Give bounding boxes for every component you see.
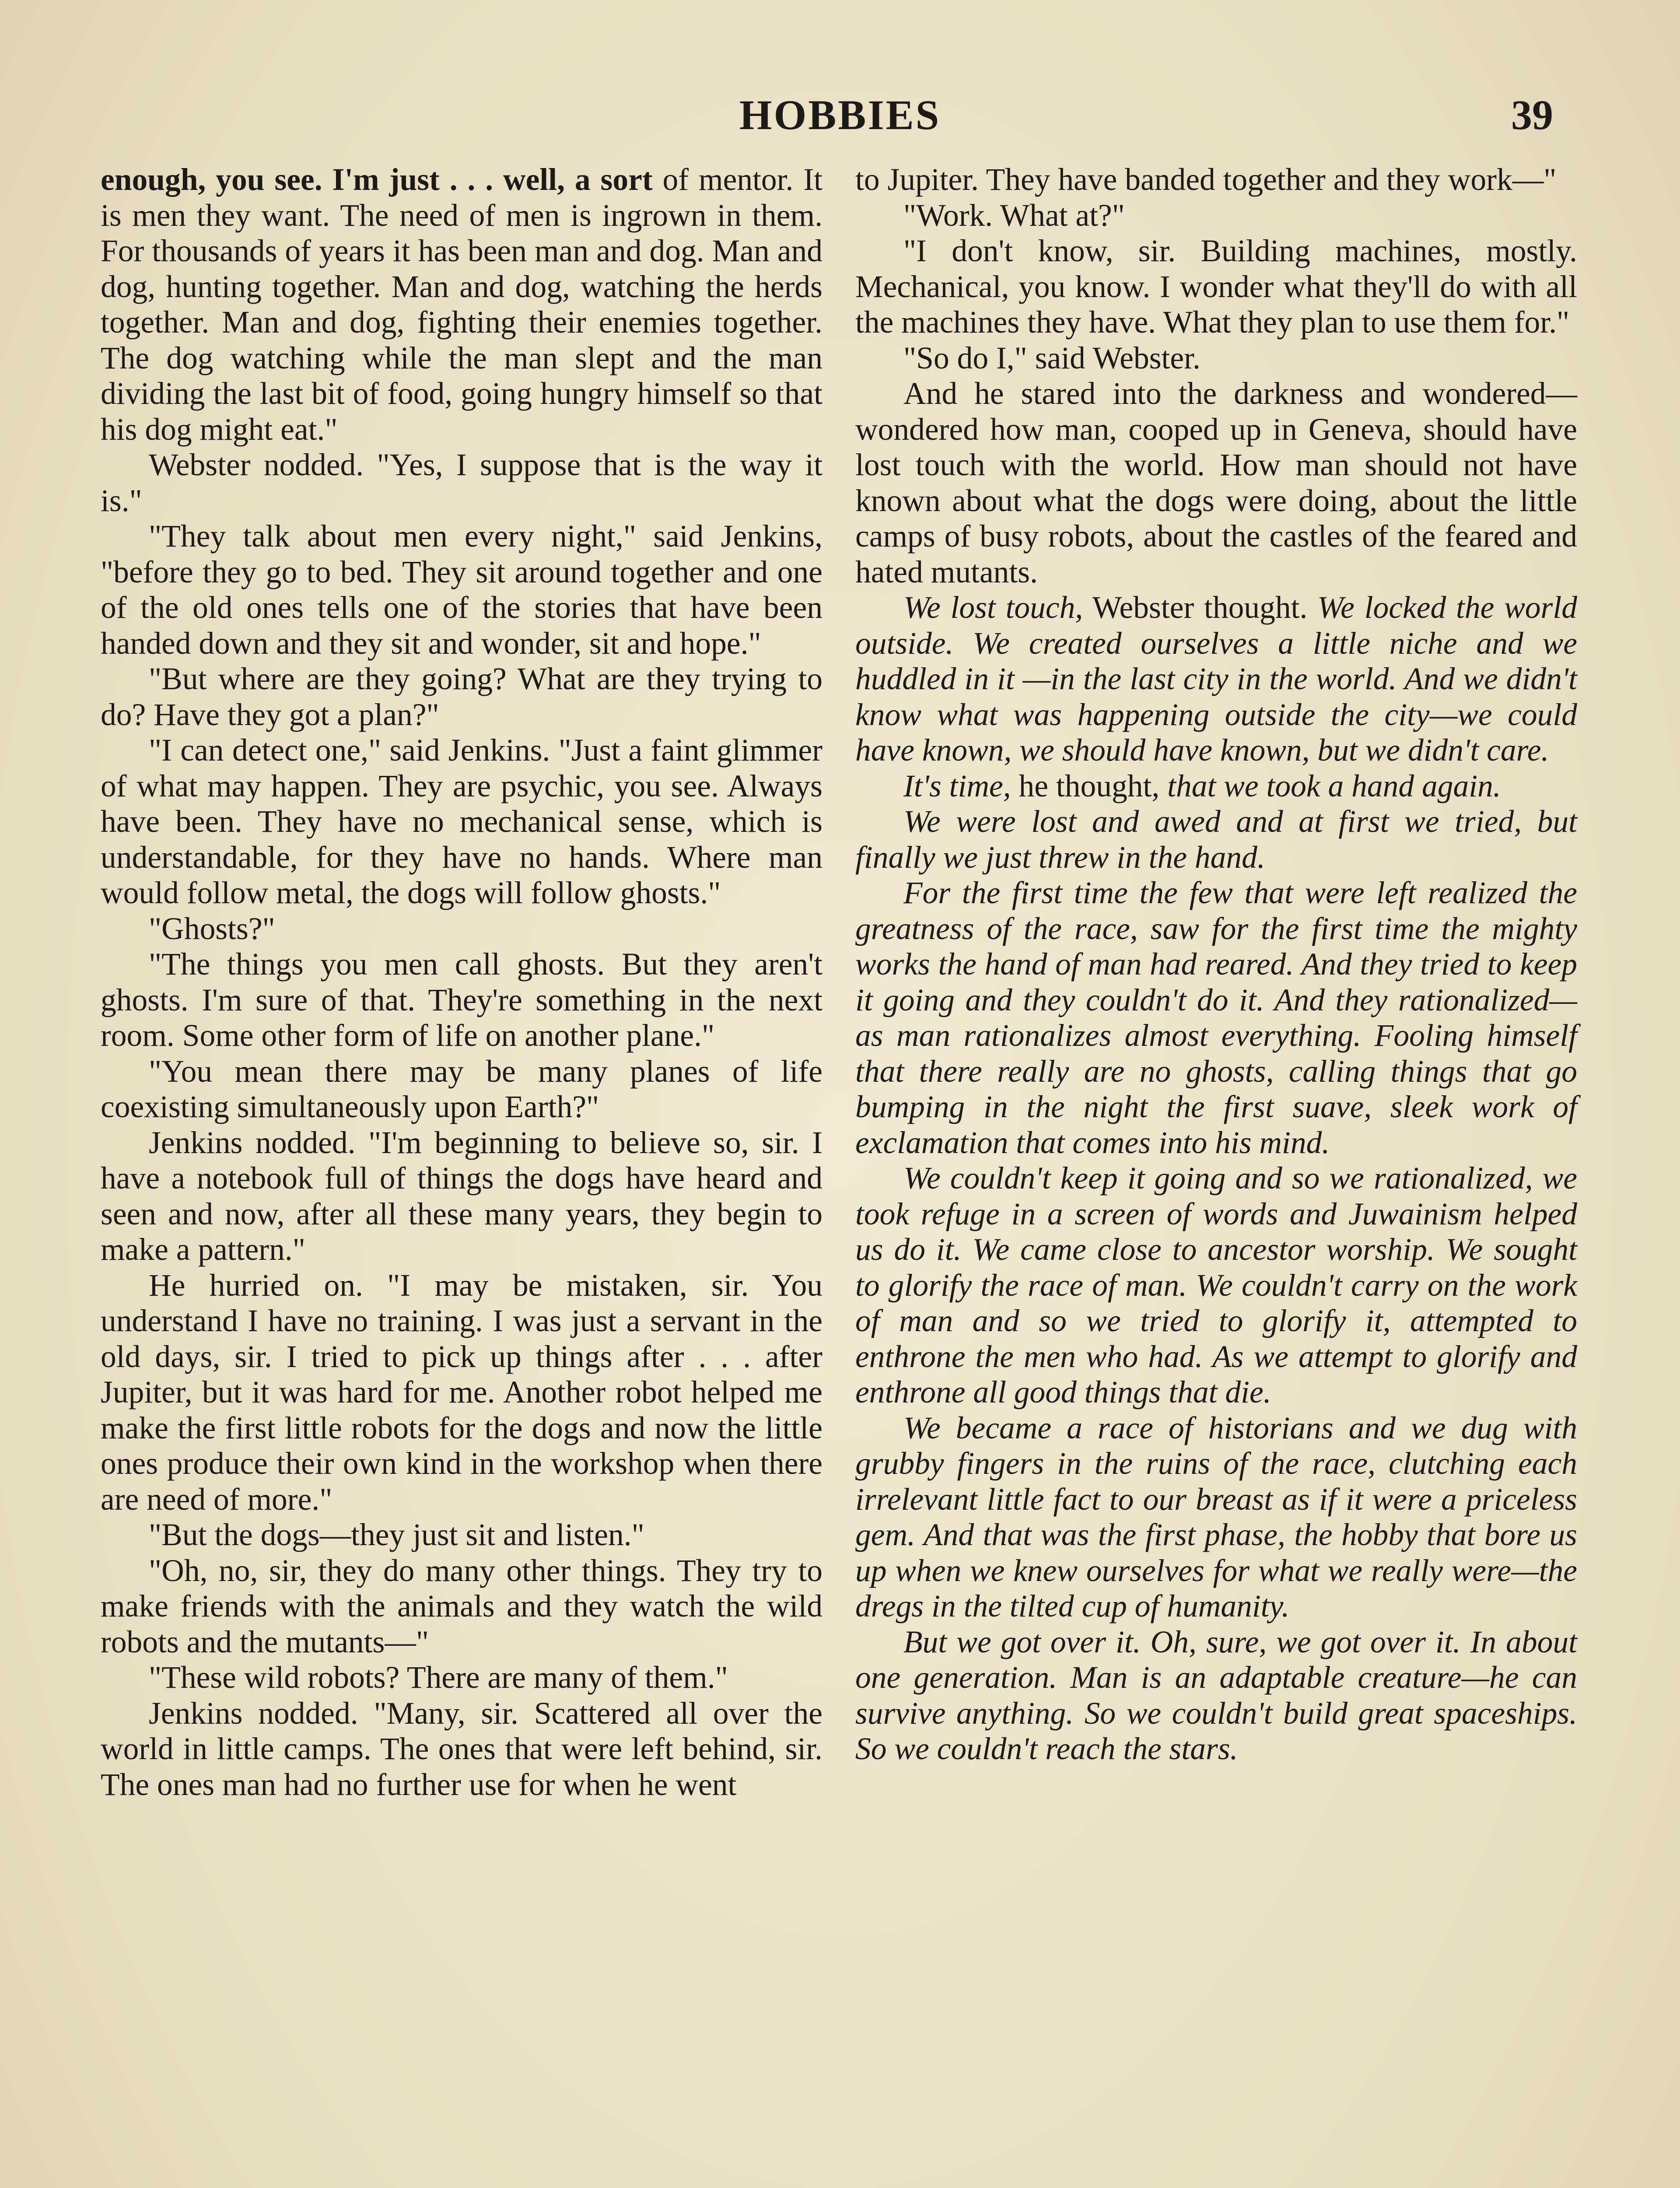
italic-thought-text: We lost touch, — [903, 590, 1083, 625]
page-header — [0, 85, 1680, 147]
paragraph: "But where are they going? What are they trying to do? Have they got a plan?" — [101, 662, 822, 732]
italic-paragraph: We couldn't keep it going and so we rationalized, we took refuge in a screen of words and Juwainism helped us do it. We came close to ancestor worship. We sought to glorify the race of man. We couldn't carry on the work of man and so we tried to glorify it, attempted to enthrone the men who had. As we attempt to glorify and enthrone all good things that die. — [855, 1161, 1577, 1410]
paragraph: "Ghosts?" — [149, 911, 275, 946]
paragraph: to Jupiter. They have banded together and they work—" — [855, 162, 1557, 197]
paragraph: "So do I," said Webster. — [903, 340, 1200, 375]
italic-thought-text: We locked the world outside. We created ourselves a little niche and we huddled in it —in the last city in the world. And we didn't know what was happening outside the city—we could have known, we should have known, but we didn't care. — [855, 590, 1577, 768]
paragraph: Jenkins nodded. "Many, sir. Scattered all over the world in little camps. The ones that were left behind, sir. The ones man had no further use for when he went — [101, 1696, 822, 1802]
paragraph: "They talk about men every night," said Jenkins, "before they go to bed. They sit around together and one of the old ones tells one of the stories that have been handed down and they sit and wonder, sit and hope." — [101, 519, 822, 661]
italic-paragraph: We became a race of historians and we dug with grubby fingers in the ruins of the race, clutching each irrelevant little fact to our breast as if it were a priceless gem. And that was the first phase, the hobby that bore us up when we knew ourselves for what we really were—the dregs in the tilted cup of humanity. — [855, 1410, 1577, 1623]
right-column — [855, 162, 1577, 1767]
paragraph — [855, 590, 1577, 768]
italic-paragraph: For the first time the few that were left realized the greatness of the race, saw for the first time the mighty works the hand of man had reared. And they tried to keep it going and they couldn't do it. And they rationalized—as man rationalizes almost everything. Fooling himself that there really are no ghosts, calling things that go bumping in the night the first suave, sleek work of exclamation that comes into his mind. — [855, 876, 1577, 1160]
paragraph — [855, 768, 1577, 804]
italic-thought-text: It's time, — [903, 768, 1011, 803]
paragraph: "I don't know, sir. Building machines, mostly. Mechanical, you know. I wonder what they'll do with all the machines they have. What they plan to use them for." — [855, 234, 1577, 340]
bold-lead-text: enough, you see. I'm just . . . well, a sort — [101, 162, 653, 197]
section-title: HOBBIES — [739, 91, 941, 138]
paragraph: "But the dogs—they just sit and listen." — [149, 1518, 644, 1552]
italic-thought-text: that we took a hand again. — [1167, 768, 1501, 803]
paragraph: "These wild robots? There are many of them." — [149, 1660, 728, 1695]
paragraph: "The things you men call ghosts. But they aren't ghosts. I'm sure of that. They're something in the next room. Some other form of life on another plane." — [101, 947, 822, 1053]
paragraph: He hurried on. "I may be mistaken, sir. You understand I have no training. I was just a servant in the old days, sir. I tried to pick up things after . . . after Jupiter, but it was hard for me. Another robot helped me make the first little robots for the dogs and now the little ones produce their own kind in the workshop when there are need of more." — [101, 1268, 822, 1517]
paragraph: "I can detect one," said Jenkins. "Just a faint glimmer of what may happen. They are psychic, you see. Always have been. They have no mechanical sense, which is understandable, for they have no hands. Where man would follow metal, the dogs will follow ghosts." — [101, 733, 822, 910]
italic-paragraph: But we got over it. Oh, sure, we got over it. In about one generation. Man is an adaptable creature—he can survive anything. So we couldn't build great spaceships. So we couldn't reach the stars. — [855, 1624, 1577, 1766]
paragraph: "You mean there may be many planes of life coexisting simultaneously upon Earth?" — [101, 1054, 822, 1124]
paragraph-text: of mentor. It is men they want. The need of men is ingrown in them. For thousands of years it has been man and dog. Man and dog, hunting together. Man and dog, watching the herds together. Man and dog, fighting their enemies together. The dog watching while the man slept and the man dividing the last bit of food, going hungry himself so that his dog might eat." — [101, 162, 822, 447]
page-number: 39 — [1511, 91, 1553, 138]
italic-paragraph: We were lost and awed and at first we tried, but finally we just threw in the hand. — [855, 804, 1577, 875]
paragraph — [101, 162, 822, 447]
left-column — [101, 162, 822, 1802]
paragraph: "Work. What at?" — [903, 198, 1125, 233]
paragraph: And he stared into the darkness and wondered—wondered how man, cooped up in Geneva, should have lost touch with the world. How man should not have known about what the dogs were doing, about the little camps of busy robots, about the castles of the feared and hated mutants. — [855, 376, 1577, 589]
paragraph: Webster nodded. "Yes, I suppose that is the way it is." — [101, 448, 822, 518]
paragraph-text: he thought, — [1011, 768, 1168, 803]
paragraph-text: Webster thought. — [1083, 590, 1318, 625]
paragraph: Jenkins nodded. "I'm beginning to believe so, sir. I have a notebook full of things the dogs have heard and seen and now, after all these many years, they begin to make a pattern." — [101, 1125, 822, 1267]
paragraph: "Oh, no, sir, they do many other things. They try to make friends with the animals and they watch the wild robots and the mutants—" — [101, 1553, 822, 1659]
